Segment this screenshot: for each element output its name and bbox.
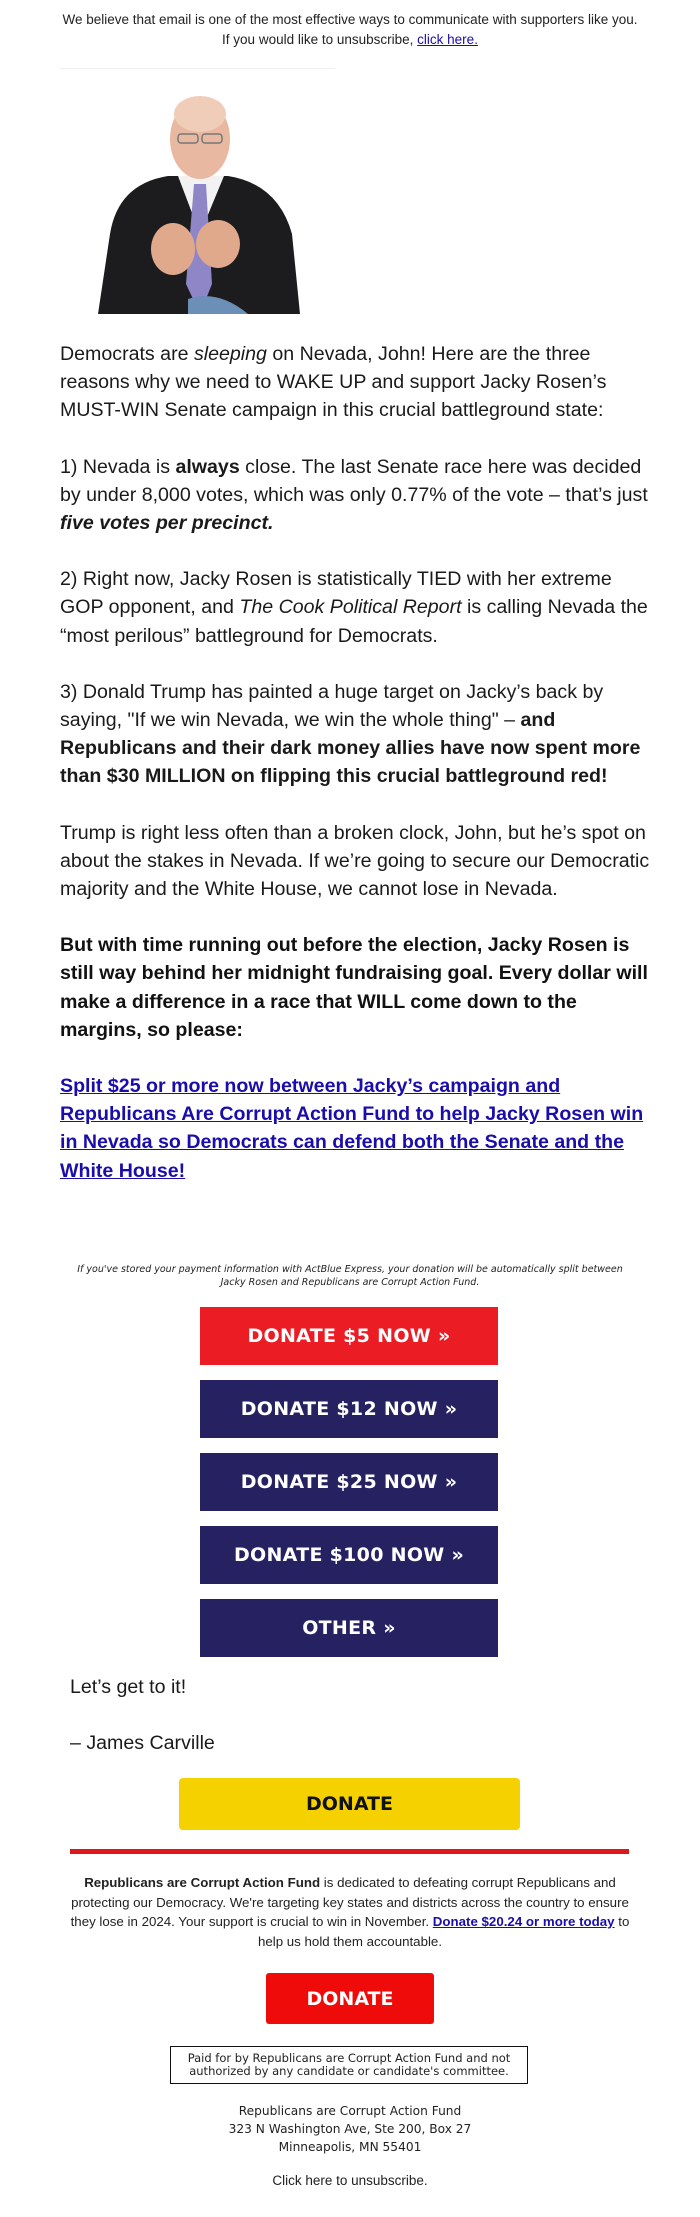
text: is dedicated to defeating corrupt Republicans and protecting our Democracy. We're targeting key states and districts across the country to ensure they lose in 2024. Your support is crucial to win in November. bbox=[70, 1875, 629, 1929]
text-bold: always bbox=[175, 455, 240, 478]
text: on Nevada, John! Here are the three reasons why we need to WAKE UP and support Jacky Rosen’s MUST-WIN Senate campaign in this crucial battleground state: bbox=[60, 343, 607, 422]
footer-description bbox=[68, 1873, 632, 1951]
mailing-address bbox=[150, 2102, 550, 2156]
intro-paragraph bbox=[60, 340, 650, 425]
text: to help us hold them accountable. bbox=[257, 1914, 630, 1949]
donate-2024-link[interactable]: Donate $20.24 or more today bbox=[432, 1914, 615, 1929]
text: 3) Donald Trump has painted a huge target on Jacky’s back by saying, "If we win Nevada, we win the whole thing" – bbox=[60, 680, 604, 732]
unsubscribe-footer-link[interactable]: Click here to unsubscribe. bbox=[272, 2173, 428, 2188]
actblue-express-note: If you've stored your payment information with ActBlue Express, your donation will be automatically split between Jacky Rosen and Republicans are Corrupt Action Fund. bbox=[77, 1264, 623, 1288]
donate-red-button[interactable]: DONATE bbox=[266, 1973, 434, 2024]
text: close. The last Senate race here was decided by under 8,000 votes, which was only 0.77% of the vote – that’s just bbox=[60, 455, 648, 506]
text: Democrats are bbox=[60, 343, 194, 365]
red-divider bbox=[70, 1849, 629, 1854]
notice-text: We believe that email is one of the most effective ways to communicate with supporters like you. If you would like to unsubscribe, bbox=[62, 12, 638, 47]
donate-25-button[interactable]: DONATE $25 NOW » bbox=[200, 1453, 498, 1511]
reason-2 bbox=[60, 565, 650, 650]
donate-other-button[interactable]: OTHER » bbox=[200, 1599, 498, 1657]
reason-1 bbox=[60, 453, 650, 538]
donate-5-button[interactable]: DONATE $5 NOW » bbox=[200, 1307, 498, 1365]
unsubscribe-top-link[interactable]: click here. bbox=[417, 32, 478, 47]
paid-for-disclaimer: Paid for by Republicans are Corrupt Action Fund and not authorized by any candidate or candidate's committee. bbox=[170, 2046, 528, 2084]
text: 1) Nevada is bbox=[60, 455, 176, 478]
urgency-paragraph: But with time running out before the election, Jacky Rosen is still way behind her midnight fundraising goal. Every dollar will make a difference in a race that WILL come down to the margins, so please: bbox=[60, 934, 648, 1041]
divider bbox=[60, 68, 335, 69]
stakes-paragraph: Trump is right less often than a broken clock, John, but he’s spot on about the stakes in Nevada. If we’re going to secure our Democratic majority and the White House, we cannot lose in Nevada. bbox=[60, 821, 650, 901]
address-line: Republicans are Corrupt Action Fund bbox=[238, 2104, 462, 2118]
address-line: Minneapolis, MN 55401 bbox=[278, 2140, 422, 2154]
james-carville-photo bbox=[78, 84, 322, 314]
org-name: Republicans are Corrupt Action Fund bbox=[84, 1875, 321, 1890]
donate-yellow-button[interactable]: DONATE bbox=[179, 1778, 520, 1830]
address-line: 323 N Washington Ave, Ste 200, Box 27 bbox=[228, 2122, 472, 2136]
text-bold: and Republicans and their dark money allies have now spent more than $30 MILLION on flipping this crucial battleground red! bbox=[60, 709, 641, 788]
text: is calling Nevada the “most perilous” battleground for Democrats. bbox=[60, 596, 648, 647]
signature: – James Carville bbox=[70, 1732, 215, 1754]
cta-paragraph bbox=[60, 1072, 650, 1185]
unsubscribe-notice bbox=[60, 10, 640, 50]
closing-line: Let’s get to it! bbox=[70, 1676, 187, 1698]
donate-100-button[interactable]: DONATE $100 NOW » bbox=[200, 1526, 498, 1584]
reason-3 bbox=[60, 678, 650, 791]
donate-12-button[interactable]: DONATE $12 NOW » bbox=[200, 1380, 498, 1438]
split-donation-link[interactable]: Split $25 or more now between Jacky’s campaign and Republicans Are Corrupt Action Fund to help Jacky Rosen win in Nevada so Democrats can defend both the Senate and the White House! bbox=[60, 1075, 644, 1182]
text-italic: sleeping bbox=[193, 343, 267, 365]
text-bold-italic: five votes per precinct. bbox=[60, 512, 274, 535]
text-italic: The Cook Political Report bbox=[239, 596, 462, 619]
text: 2) Right now, Jacky Rosen is statistically TIED with her extreme GOP opponent, and bbox=[60, 568, 612, 619]
email-body bbox=[60, 340, 650, 1213]
